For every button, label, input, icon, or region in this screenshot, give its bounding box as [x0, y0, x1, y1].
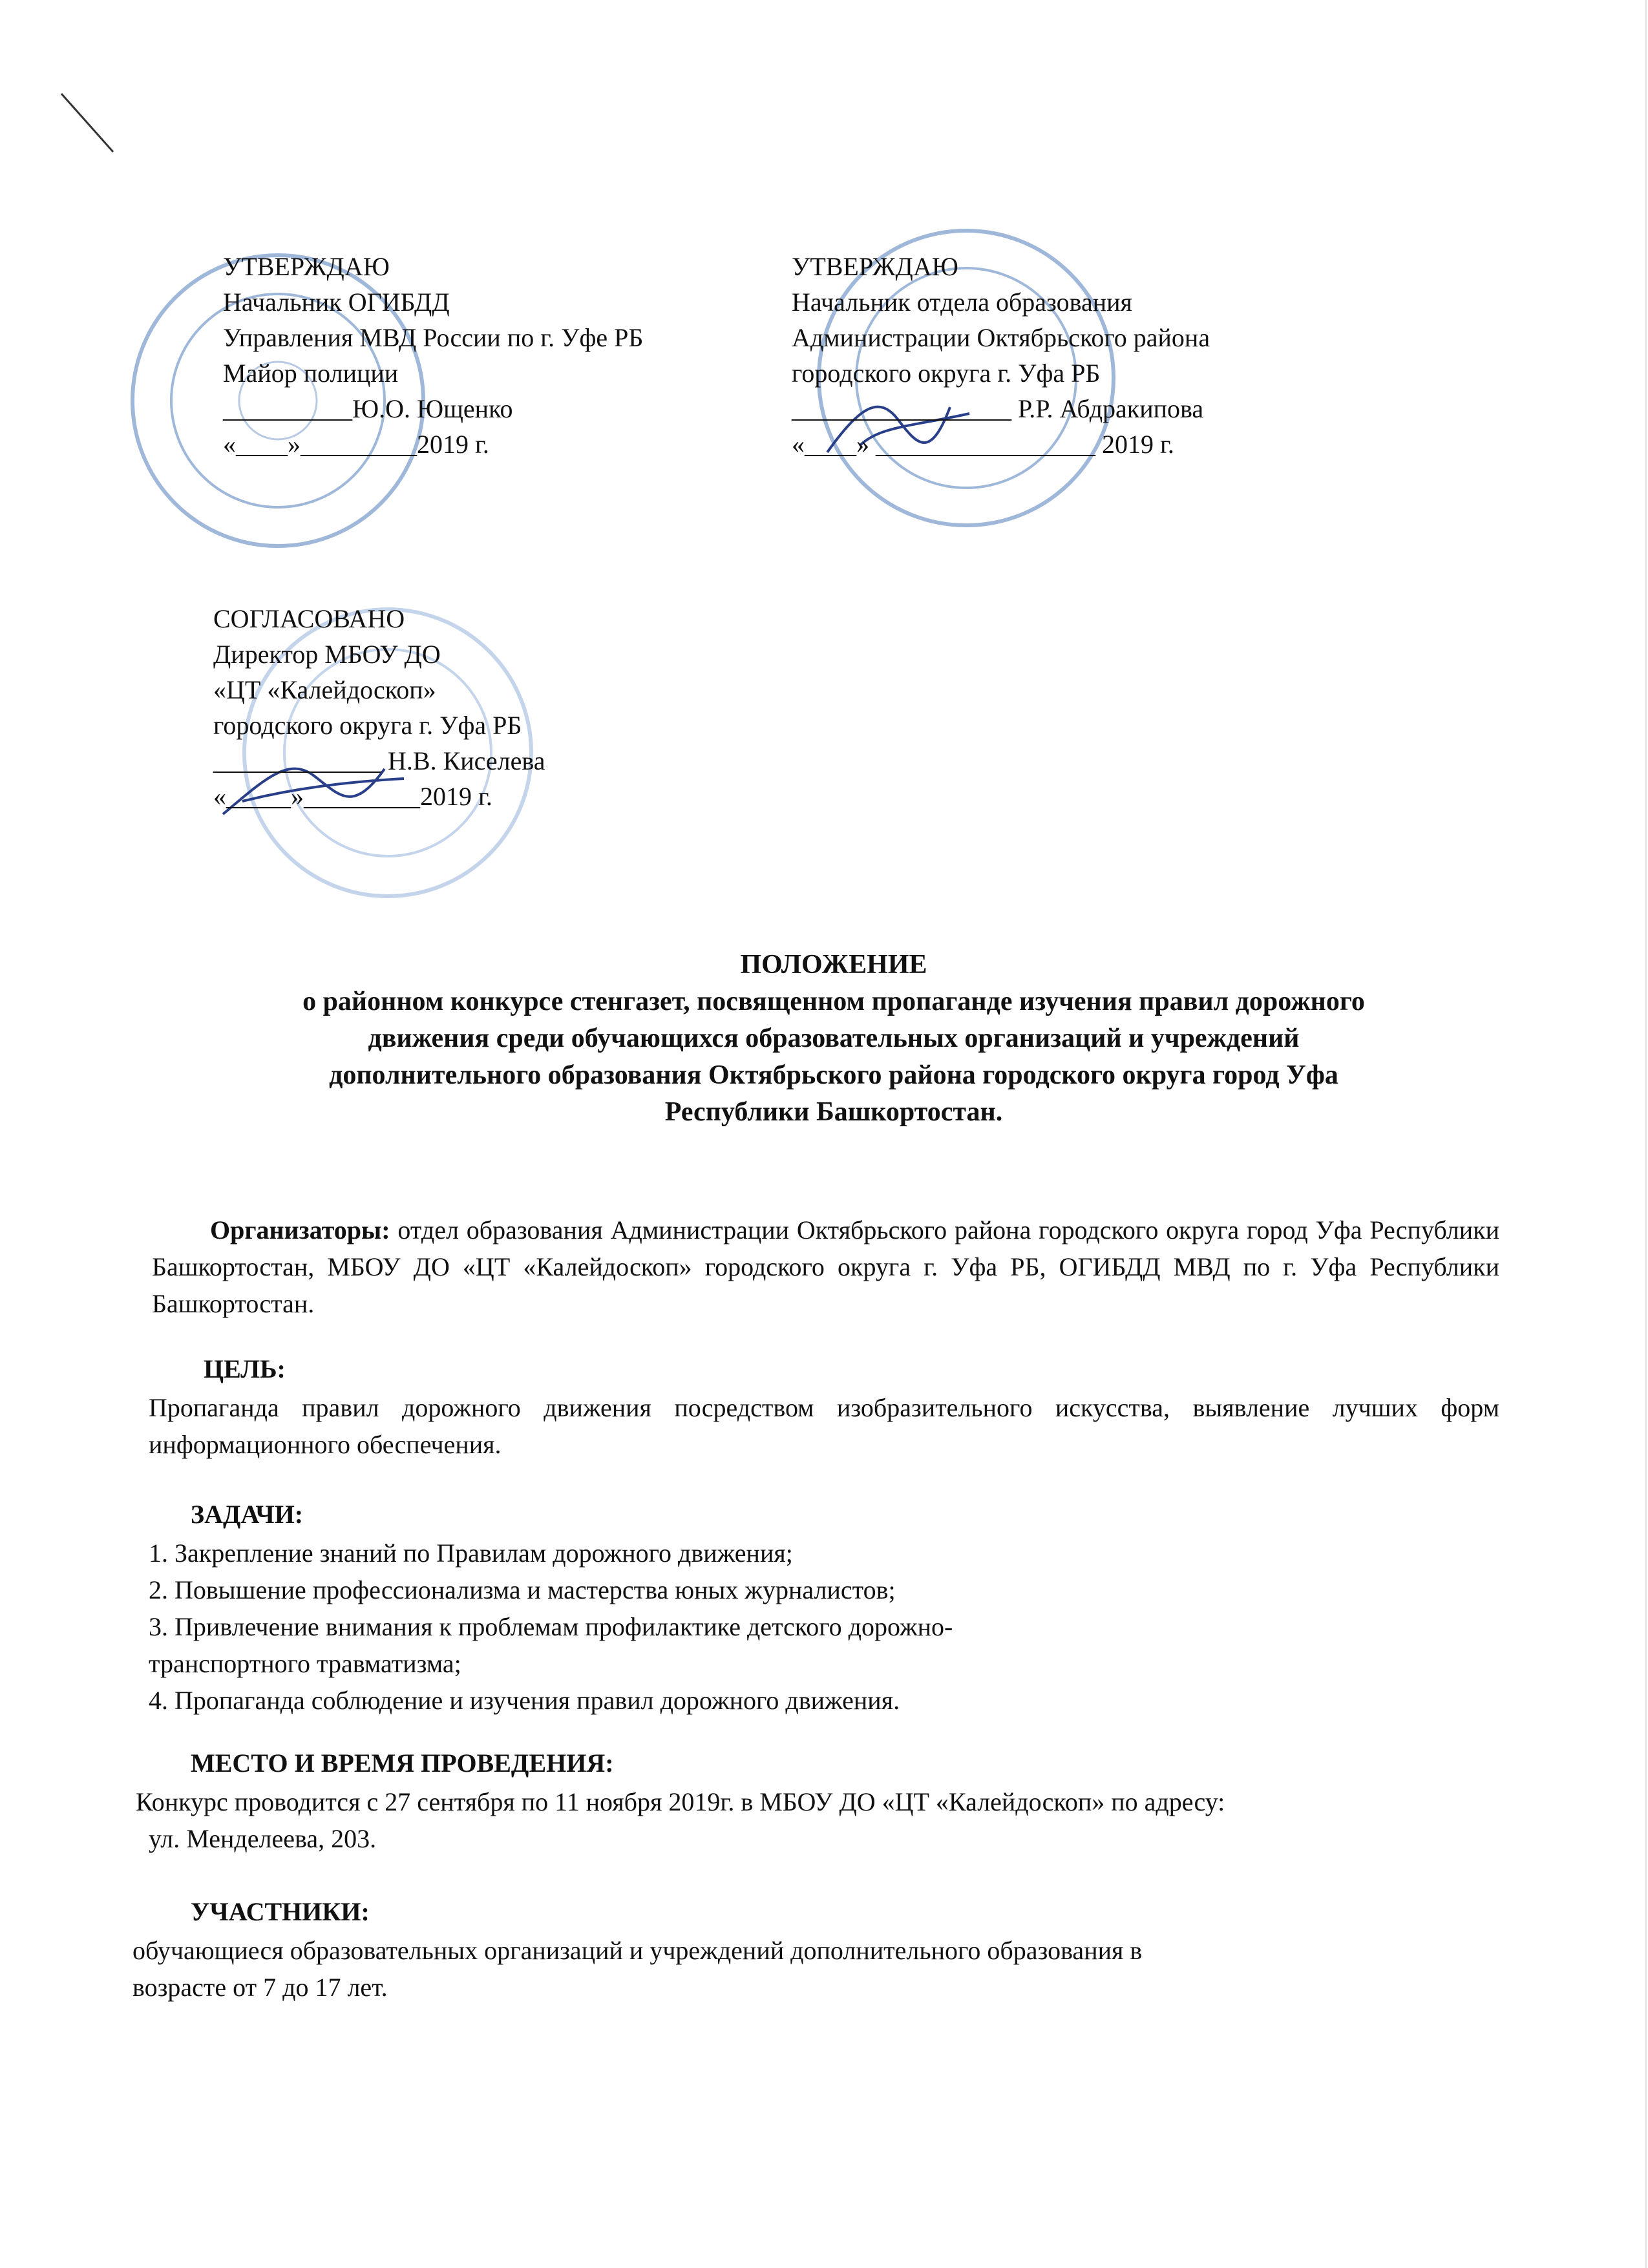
organizers-label: Организаторы: [210, 1215, 390, 1244]
participants-heading: УЧАСТНИКИ: [191, 1897, 370, 1926]
scan-mark [58, 90, 123, 162]
task-item: 1. Закрепление знаний по Правилам дорожного движения; [149, 1538, 793, 1568]
approval-right-line: городского округа г. Уфа РБ [792, 359, 1101, 388]
approval-right-line: Начальник отдела образования [792, 288, 1132, 317]
tasks-heading: ЗАДАЧИ: [191, 1500, 304, 1529]
approval-block-right [792, 249, 1373, 462]
participants-text [132, 1932, 1503, 2006]
approval-left-date: «____»_________2019 г. [223, 430, 489, 459]
title-main: ПОЛОЖЕНИЕ [740, 950, 927, 980]
title-line: дополнительного образования Октябрьского района городского округа город Уфа [329, 1060, 1338, 1090]
title-line: движения среди обучающихся образовательных организаций и учреждений [368, 1024, 1300, 1053]
agreed-heading: СОГЛАСОВАНО [213, 604, 405, 633]
place-time-text [136, 1783, 1506, 1857]
approval-left-heading: УТВЕРЖДАЮ [223, 252, 390, 281]
agreed-date: «_____»_________2019 г. [213, 782, 492, 811]
approval-left-line: Майор полиции [223, 359, 399, 388]
place-time-line: Конкурс проводится с 27 сентября по 11 ноября 2019г. в МБОУ ДО «ЦТ «Калейдоскоп» по адресу: [136, 1787, 1225, 1816]
approval-right-heading: УТВЕРЖДАЮ [792, 252, 958, 281]
title-line: Республики Башкортостан. [664, 1097, 1003, 1127]
participants-line: обучающиеся образовательных организаций и учреждений дополнительного образования в [132, 1936, 1143, 1965]
organizers-paragraph [152, 1212, 1499, 1322]
approval-right-date: «____» _________________ 2019 г. [792, 430, 1174, 459]
approval-left-signature-line: __________Ю.О. Ющенко [223, 394, 513, 423]
place-time-line: ул. Менделеева, 203. [149, 1824, 377, 1853]
document-title [162, 947, 1506, 1131]
scan-edge-line [1645, 0, 1647, 2268]
task-item: 4. Пропаганда соблюдение и изучения правил дорожного движения. [149, 1686, 900, 1715]
agreed-signature-line: _____________ Н.В. Киселева [213, 746, 545, 775]
task-item: 2. Повышение профессионализма и мастерства юных журналистов; [149, 1575, 896, 1604]
agreed-line: городского округа г. Уфа РБ [213, 711, 522, 740]
task-item: 3. Привлечение внимания к проблемам профилактике детского дорожно- [149, 1612, 953, 1641]
organizers-text: отдел образования Администрации Октябрьского района городского округа город Уфа Республики Башкортостан, МБОУ ДО «ЦТ «Калейдоскоп» городского округа г. Уфа РБ, ОГИБДД МВД по г. Уфа Республики Башкортостан. [152, 1215, 1500, 1318]
agreed-line: Директор МБОУ ДО [213, 640, 441, 669]
approval-right-line: Администрации Октябрьского района [792, 323, 1210, 352]
title-line: о районном конкурсе стенгазет, посвященном пропаганде изучения правил дорожного [302, 987, 1365, 1016]
place-time-heading: МЕСТО И ВРЕМЯ ПРОВЕДЕНИЯ: [191, 1748, 614, 1778]
approval-right-signature-line: _________________ Р.Р. Абдракипова [792, 394, 1204, 423]
tasks-list [149, 1535, 953, 1719]
task-item: транспортного травматизма; [149, 1649, 461, 1678]
agreed-block [213, 601, 795, 814]
goal-heading: ЦЕЛЬ: [204, 1354, 286, 1383]
agreed-line: «ЦТ «Калейдоскоп» [213, 675, 436, 704]
approval-left-line: Управления МВД России по г. Уфе РБ [223, 323, 644, 352]
approval-left-line: Начальник ОГИБДД [223, 288, 450, 317]
goal-text: Пропаганда правил дорожного движения посредством изобразительного искусства, выявление лучших форм информационного обеспечения. [149, 1393, 1499, 1459]
participants-line: возрасте от 7 до 17 лет. [132, 1973, 388, 2002]
approval-block-left [223, 249, 805, 462]
